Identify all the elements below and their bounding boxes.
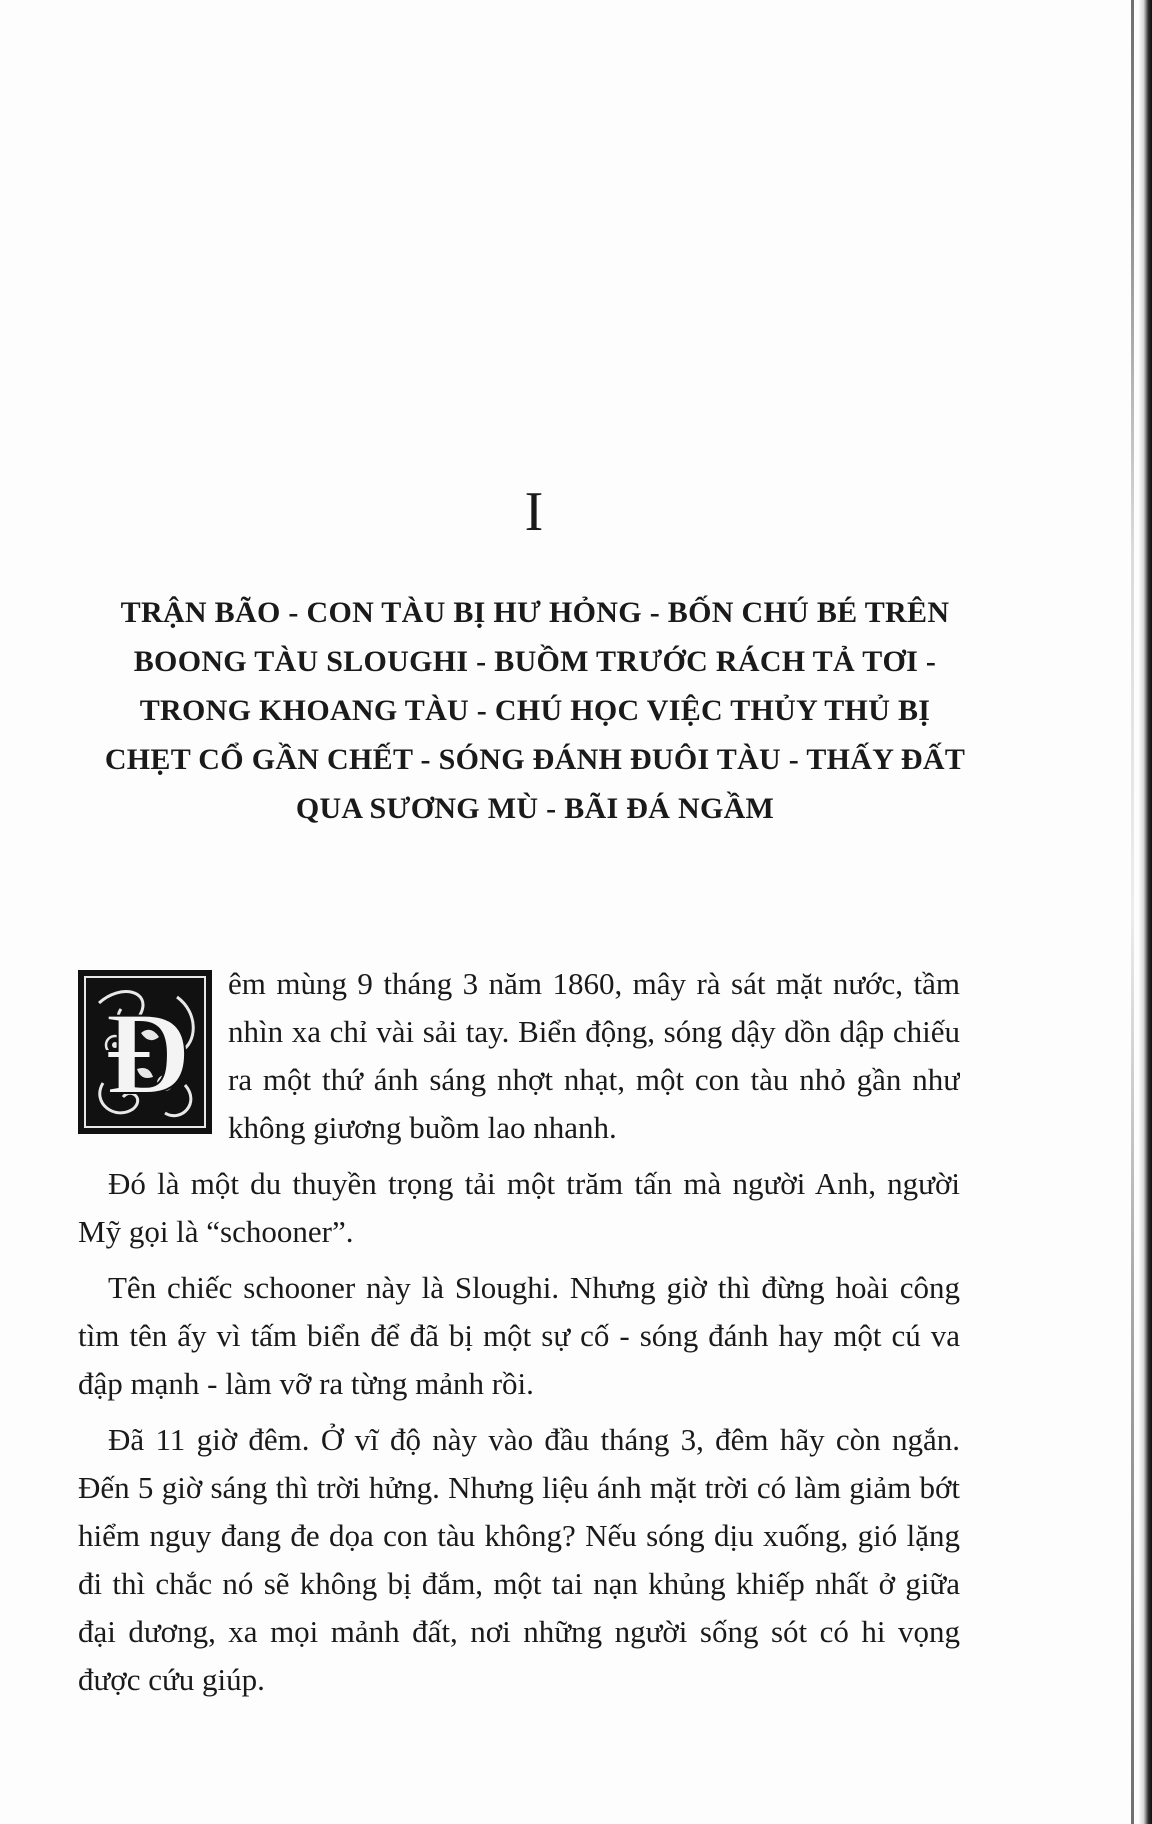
paragraph-3: Tên chiếc schooner này là Sloughi. Nhưng giờ thì đừng hoài công tìm tên ấy vì tấm biển để đã bị một sự cố - sóng đánh hay một cú va đập mạnh - làm vỡ ra từng mảnh rồi. (78, 1270, 960, 1401)
chapter-number: I (524, 481, 546, 543)
chapter-summary: TRẬN BÃO - CON TÀU BỊ HƯ HỎNG - BỐN CHÚ BÉ TRÊN BOONG TÀU SLOUGHI - BUỒM TRƯỚC RÁCH TẢ TƠI - TRONG KHOANG TÀU - CHÚ HỌC VIỆC THỦY THỦ BỊ CHẸT CỔ GẦN CHẾT - SÓNG ĐÁNH ĐUÔI TÀU - THẤY ĐẤT QUA SƯƠNG MÙ - BÃI ĐÁ NGẦM (104, 596, 966, 825)
first-paragraph (78, 960, 960, 1152)
paragraph-2: Đó là một du thuyền trọng tải một trăm tấn mà người Anh, người Mỹ gọi là “schooner”. (78, 1166, 960, 1249)
paragraph-4: Đã 11 giờ đêm. Ở vĩ độ này vào đầu tháng 3, đêm hãy còn ngắn. Đến 5 giờ sáng thì trời hửng. Nhưng liệu ánh mặt trời có làm giảm bớt hiểm nguy đang đe dọa con tàu không? Nếu sóng dịu xuống, gió lặng đi thì chắc nó sẽ không bị đắm, một tai nạn khủng khiếp nhất ở giữa đại dương, xa mọi mảnh đất, nơi những người sống sót có hi vọng được cứu giúp. (78, 1422, 960, 1697)
page-binding-edge (1131, 0, 1134, 1824)
drop-cap-letter: Đ (104, 988, 190, 1119)
paragraph-1: êm mùng 9 tháng 3 năm 1860, mây rà sát mặt nước, tầm nhìn xa chỉ vài sải tay. Biển động, sóng dậy dồn dập chiếu ra một thứ ánh sáng nhợt nhạt, một con tàu nhỏ gần như không giương buồm lao nhanh. (228, 966, 960, 1145)
drop-cap-ornament (81, 973, 209, 1131)
ornamental-drop-cap-icon (78, 970, 212, 1134)
page-edge-shadow (1138, 0, 1152, 1824)
chapter-body (78, 960, 960, 1704)
